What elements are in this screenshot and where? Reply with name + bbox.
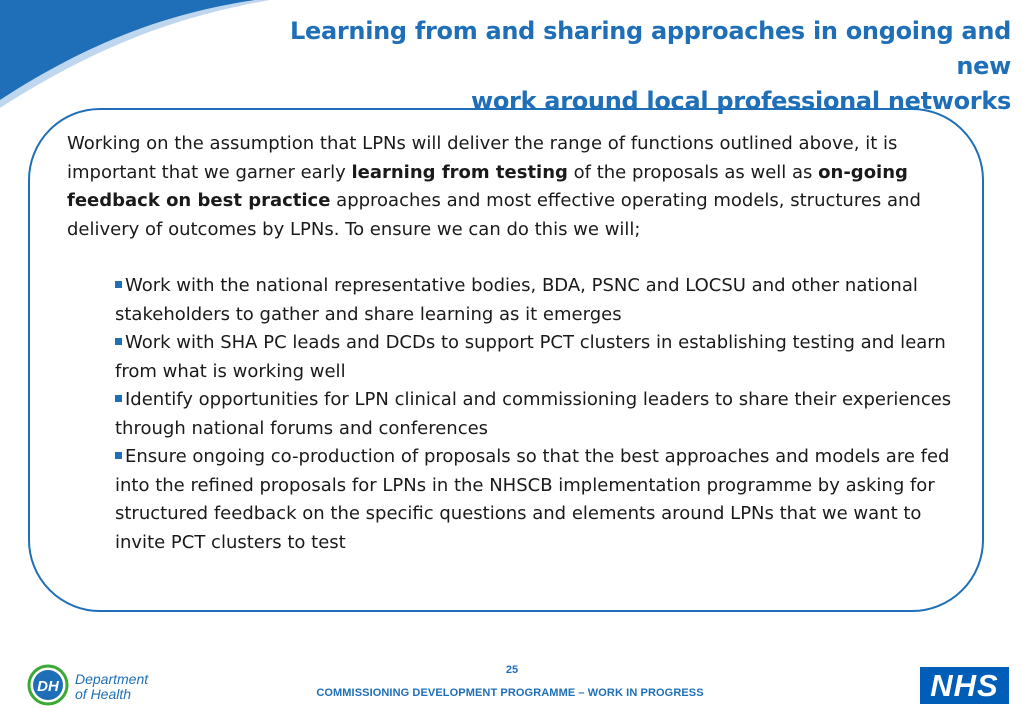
intro-text-3: approaches and most effective operating models, structures and delivery of outcomes by LPNs. To ensure we can do this we will;: [67, 190, 921, 240]
bullet-text: Ensure ongoing co-production of proposals so that the best approaches and models are fed into the refined proposals for LPNs in the NHSCB implementation programme by asking for structured feedback on the specific questions and elements around LPNs that we want to invite PCT clusters to test: [115, 446, 950, 553]
bullet-text: Work with SHA PC leads and DCDs to support PCT clusters in establishing testing and learn from what is working well: [115, 332, 946, 382]
intro-bold-2: on-going feedback on best practice: [67, 161, 908, 211]
dh-initials: DH: [37, 678, 59, 695]
dh-emblem-icon: [27, 664, 69, 706]
dh-logo-line-1: Department: [75, 671, 149, 687]
footer-programme-text: COMMISSIONING DEVELOPMENT PROGRAMME – WORK IN PROGRESS: [316, 687, 704, 699]
square-bullet-icon: [115, 281, 122, 288]
nhs-logo: NHS: [920, 667, 1009, 704]
square-bullet-icon: [115, 452, 122, 459]
slide-title: [231, 14, 1011, 119]
bullet-text: Identify opportunities for LPN clinical and commissioning leaders to share their experiences through national forums and conferences: [115, 389, 952, 439]
page-number: 25: [505, 664, 519, 676]
intro-text-2: of the proposals as well as: [567, 161, 819, 183]
bullet-item: [115, 329, 975, 386]
department-of-health-logo: [25, 660, 165, 706]
bullet-item: [115, 272, 975, 329]
intro-text-1: Working on the assumption that LPNs will deliver the range of functions outlined above, it is important that we garner early: [67, 133, 898, 183]
title-line-1: Learning from and sharing approaches in ongoing and new: [290, 17, 1011, 80]
intro-paragraph: [67, 130, 967, 244]
bullet-text: Work with the national representative bodies, BDA, PSNC and LOCSU and other national stakeholders to gather and share learning as it emerges: [115, 275, 918, 325]
square-bullet-icon: [115, 395, 122, 402]
action-bullet-list: [115, 272, 975, 557]
bullet-item: [115, 443, 975, 557]
bullet-item: [115, 386, 975, 443]
dh-logo-text: [75, 672, 148, 702]
title-line-2: work around local professional networks: [470, 87, 1011, 115]
intro-bold-1: learning from testing: [351, 161, 568, 183]
square-bullet-icon: [115, 338, 122, 345]
dh-logo-line-2: of Health: [75, 686, 132, 702]
